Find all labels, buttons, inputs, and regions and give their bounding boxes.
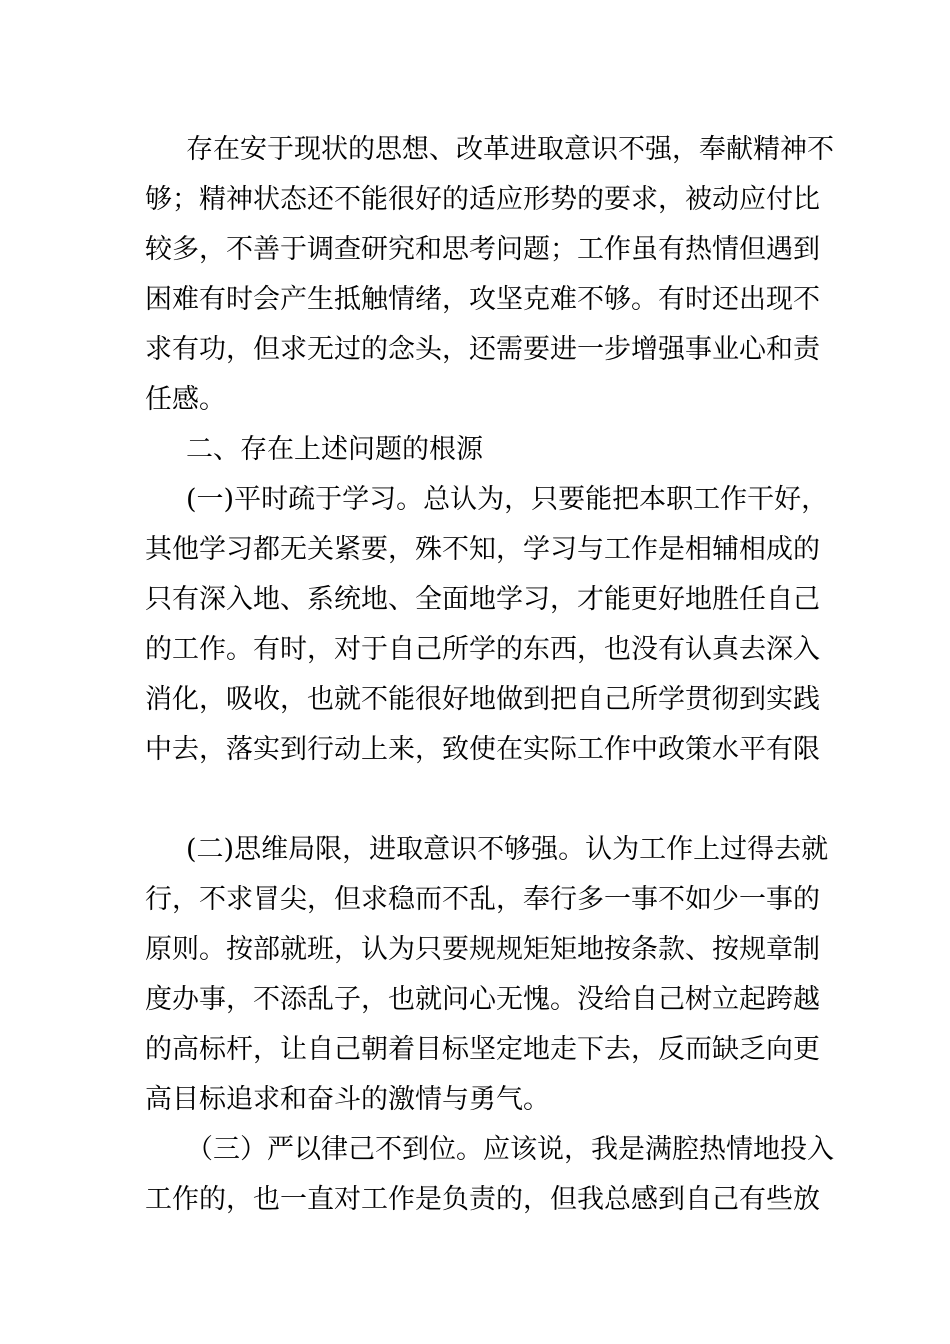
text-line: 消化，吸收，也就不能很好地做到把自己所学贯彻到实践: [145, 684, 820, 715]
text-line: （三）严以律己不到位。应该说，我是满腔热情地投入: [186, 1134, 834, 1165]
text-line: 中去，落实到行动上来，致使在实际工作中政策水平有限: [145, 734, 820, 765]
text-line: (二)思维局限，进取意识不够强。认为工作上过得去就: [186, 834, 829, 865]
text-line: 的高标杆，让自己朝着目标坚定地走下去，反而缺乏向更: [145, 1034, 820, 1065]
section-heading: 二、存在上述问题的根源: [186, 434, 483, 465]
text-line: 行，不求冒尖，但求稳而不乱，奉行多一事不如少一事的: [145, 884, 820, 915]
text-line: (一)平时疏于学习。总认为，只要能把本职工作干好，: [186, 484, 829, 515]
text-line: 求有功，但求无过的念头，还需要进一步增强事业心和责: [145, 334, 820, 365]
text-line: 任感。: [145, 384, 226, 415]
text-line: 的工作。有时，对于自己所学的东西，也没有认真去深入: [145, 634, 820, 665]
text-line: 较多，不善于调查研究和思考问题；工作虽有热情但遇到: [145, 234, 820, 265]
text-line: 高目标追求和奋斗的激情与勇气。: [145, 1084, 550, 1115]
text-line: 够；精神状态还不能很好的适应形势的要求，被动应付比: [145, 184, 820, 215]
text-line: 度办事，不添乱子，也就问心无愧。没给自己树立起跨越: [145, 984, 820, 1015]
text-line: 困难有时会产生抵触情绪，攻坚克难不够。有时还出现不: [145, 284, 820, 315]
text-line: 存在安于现状的思想、改革进取意识不强，奉献精神不: [186, 134, 834, 165]
text-line: 只有深入地、系统地、全面地学习，才能更好地胜任自己: [145, 584, 820, 615]
text-line: 其他学习都无关紧要，殊不知，学习与工作是相辅相成的: [145, 534, 820, 565]
text-line: 原则。按部就班，认为只要规规矩矩地按条款、按规章制: [145, 934, 820, 965]
text-line: 工作的，也一直对工作是负责的，但我总感到自己有些放: [145, 1184, 820, 1215]
